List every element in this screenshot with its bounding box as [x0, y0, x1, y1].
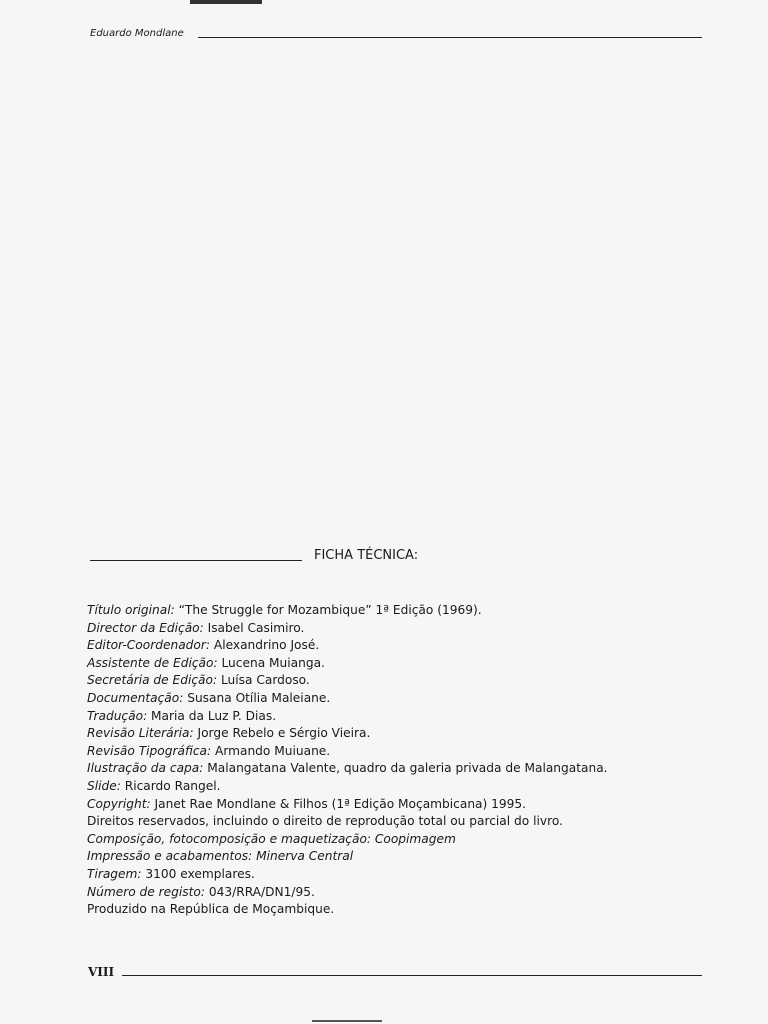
credit-value: Luísa Cardoso. [217, 673, 310, 688]
credit-line [87, 778, 687, 796]
credit-line [87, 866, 687, 884]
credit-label: Impressão e acabamentos: Minerva Central [87, 849, 354, 864]
credit-line [87, 884, 687, 902]
running-header-author: Eduardo Mondlane [90, 28, 184, 39]
credit-line [87, 848, 687, 866]
credit-label: Revisão Literária: [87, 726, 194, 741]
credit-value: Armando Muiuane. [211, 743, 331, 758]
credit-line [87, 620, 687, 638]
credit-line [87, 901, 687, 919]
credit-value: Susana Otília Maleiane. [183, 690, 331, 705]
credit-label: Tiragem: [87, 866, 142, 881]
credits-list [87, 602, 687, 919]
credit-line [87, 672, 687, 690]
credit-line [87, 743, 687, 761]
ficha-heading-rule [90, 560, 302, 561]
footer-rule [122, 975, 702, 976]
scan-edge-mark [190, 0, 262, 4]
credit-line [87, 796, 687, 814]
credit-label: Número de registo: [87, 884, 205, 899]
credit-line [87, 637, 687, 655]
ficha-heading [90, 548, 450, 564]
scan-edge-mark [312, 1020, 382, 1022]
credit-label: Tradução: [87, 708, 148, 723]
credit-value: Produzido na República de Moçambique. [87, 902, 335, 917]
credit-line [87, 708, 687, 726]
credit-label: Secretária de Edição: [87, 673, 218, 688]
credit-line [87, 831, 687, 849]
running-header [90, 28, 702, 40]
credit-label: Slide: [87, 778, 121, 793]
credit-value: Isabel Casimiro. [203, 620, 305, 635]
credit-value: Lucena Muianga. [217, 655, 325, 670]
header-rule [198, 37, 702, 38]
credit-line [87, 655, 687, 673]
credit-line [87, 725, 687, 743]
credit-value: Alexandrino José. [209, 638, 320, 653]
credit-value: Direitos reservados, incluindo o direito de reprodução total ou parcial do livro. [87, 814, 563, 829]
credit-label: Assistente de Edição: [87, 655, 218, 670]
credit-label: Título original: [87, 603, 175, 617]
credit-label: Composição, fotocomposição e maquetização: Coopimagem [87, 831, 456, 846]
credit-label: Ilustração da capa: [87, 761, 204, 776]
ficha-title: FICHA TÉCNICA: [314, 548, 419, 563]
credit-value: Jorge Rebelo e Sérgio Vieira. [193, 726, 371, 741]
credit-value: “The Struggle for Mozambique” 1ª Edição (1969). [174, 603, 482, 617]
page-number: VIII [88, 965, 115, 979]
credit-value: 043/RRA/DN1/95. [204, 884, 315, 899]
credit-line [87, 602, 687, 620]
credit-line [87, 690, 687, 708]
credit-value: 3100 exemplares. [141, 866, 255, 881]
credit-line [87, 760, 687, 778]
credit-label: Copyright: [87, 796, 151, 811]
credit-label: Documentação: [87, 690, 184, 705]
credit-line [87, 813, 687, 831]
credit-label: Revisão Tipográfica: [87, 743, 212, 758]
credit-label: Director da Edição: [87, 620, 204, 635]
credit-value: Malangatana Valente, quadro da galeria privada de Malangatana. [203, 761, 608, 776]
page-footer [88, 965, 702, 979]
credit-value: Maria da Luz P. Dias. [147, 708, 277, 723]
credit-value: Janet Rae Mondlane & Filhos (1ª Edição Moçambicana) 1995. [150, 796, 527, 811]
credit-value: Ricardo Rangel. [120, 778, 221, 793]
credit-label: Editor-Coordenador: [87, 638, 210, 653]
